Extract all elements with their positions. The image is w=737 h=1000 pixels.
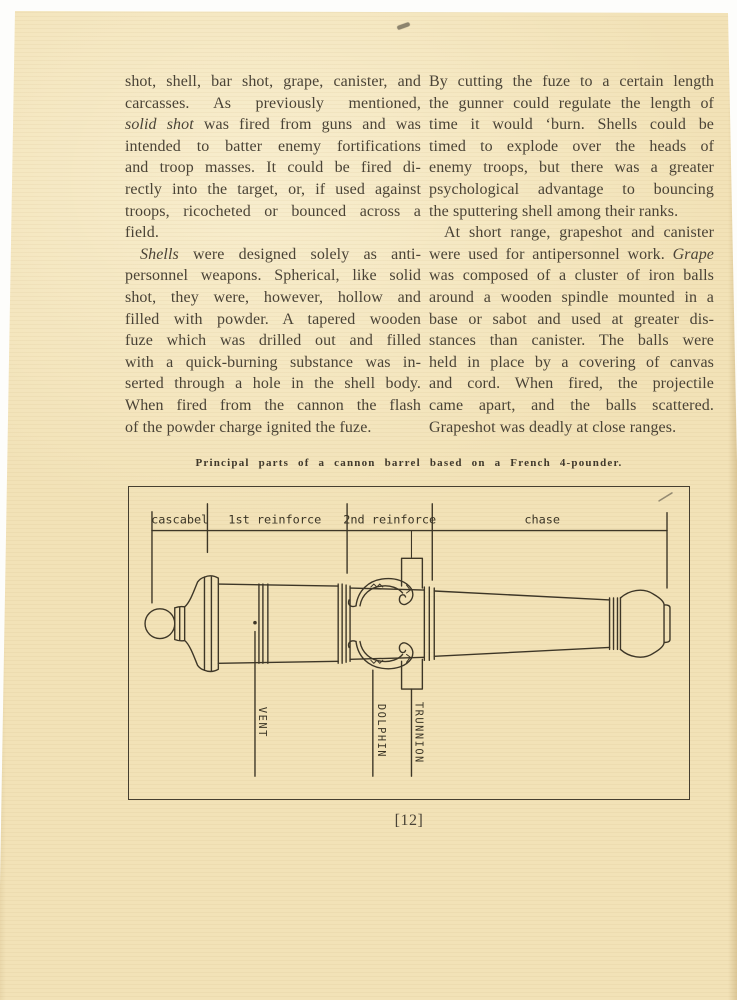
figure-box xyxy=(128,486,690,800)
label-chase: chase xyxy=(524,512,561,527)
page-number: [12] xyxy=(394,812,424,829)
label-vent: VENT xyxy=(255,706,268,738)
text-line: solid shot was fired from guns and was xyxy=(125,116,421,134)
text-line: shot, shell, bar shot, grape, canister, and xyxy=(125,73,421,90)
text-line: carcasses. As previously mentioned, xyxy=(125,94,421,112)
text-line: Shells were designed solely as anti- xyxy=(140,245,421,263)
pencil-mark xyxy=(659,493,672,501)
text-line: fuze which was drilled out and filled xyxy=(125,332,421,350)
text-line: were used for antipersonnel work. Grape xyxy=(429,245,714,263)
cannon-drawing xyxy=(145,558,670,689)
text-line: time it would ‘burn. Shells could be xyxy=(429,116,714,134)
text-line: troops, ricocheted or bounced across a xyxy=(125,202,421,220)
text-line: personnel weapons. Spherical, like solid xyxy=(125,267,421,285)
text-line: field. xyxy=(125,224,159,242)
label-cascabel: cascabel xyxy=(151,512,209,527)
text-line: of the powder charge ignited the fuze. xyxy=(125,418,372,436)
text-line: came apart, and the balls scattered. xyxy=(429,396,714,414)
label-dolphin: DOLPHIN xyxy=(374,703,387,759)
text-line: filled with powder. A tapered wooden xyxy=(125,310,421,328)
text-line: base or sabot and used at greater dis- xyxy=(429,310,714,328)
text-line: and troop masses. It could be fired di- xyxy=(125,159,421,177)
text-column-left xyxy=(125,71,421,438)
text-line: By cutting the fuze to a certain length xyxy=(429,73,714,90)
text-line: stances than canister. The balls were xyxy=(429,332,714,350)
cannon-diagram xyxy=(129,487,688,798)
text-line: When fired from the cannon the flash xyxy=(125,396,421,414)
cascabel-knob xyxy=(145,609,175,639)
paragraph xyxy=(125,244,421,438)
paragraph xyxy=(429,71,714,222)
label-2nd-reinforce: 2nd reinforce xyxy=(343,512,437,527)
label-1st-reinforce: 1st reinforce xyxy=(228,512,322,527)
text-line: intended to batter enemy fortifications xyxy=(125,137,421,155)
paragraph xyxy=(125,71,421,244)
text-line: around a wooden spindle mounted in a xyxy=(429,288,714,306)
text-line: timed to explode over the heads of xyxy=(429,137,714,155)
text-line: psychological advantage to bouncing xyxy=(429,180,714,198)
figure-caption: Principal parts of a cannon barrel based on a French 4-pounder. xyxy=(195,457,623,469)
text-line: the sputtering shell among their ranks. xyxy=(429,202,679,220)
text-column-right xyxy=(429,71,714,438)
trunnion-blocks xyxy=(402,558,423,689)
paragraph xyxy=(429,222,714,438)
text-line: rectly into the target, or, if used against xyxy=(125,180,421,198)
text-line: enemy troops, but there was a greater xyxy=(429,159,714,177)
text-line: Grapeshot was deadly at close ranges. xyxy=(429,418,677,436)
label-trunnion: TRUNNION xyxy=(412,701,425,764)
text-line: and cord. When fired, the projectile xyxy=(429,375,714,393)
leader-lines xyxy=(255,632,411,777)
text-line: shot, they were, however, hollow and xyxy=(125,288,421,306)
text-line: held in place by a covering of canvas xyxy=(429,353,714,371)
vent-dot xyxy=(253,621,257,625)
text-line: was composed of a cluster of iron balls xyxy=(429,267,714,285)
text-line: At short range, grapeshot and canister xyxy=(444,224,714,242)
text-line: the gunner could regulate the length of xyxy=(429,94,714,112)
text-line: serted through a hole in the shell body. xyxy=(125,375,421,393)
dolphin-handles xyxy=(349,579,413,669)
text-line: with a quick-burning substance was in- xyxy=(125,353,421,371)
